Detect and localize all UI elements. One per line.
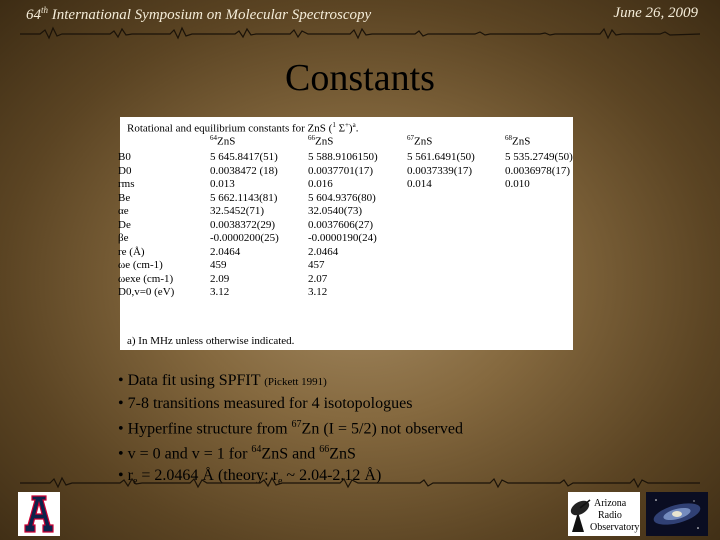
table-cell: 0.0037606(27) — [308, 218, 374, 231]
table-cell: 5 535.2749(50) — [505, 151, 573, 163]
column-67zns — [407, 151, 475, 192]
table-cell: 3.12 — [210, 286, 230, 298]
conference-name: International Symposium on Molecular Spectroscopy — [48, 7, 372, 23]
slide-title: Constants — [285, 57, 435, 99]
presentation-date: June 26, 2009 — [613, 5, 698, 21]
bullet-item: • 7-8 transitions measured for 4 isotopologues — [118, 395, 413, 412]
row-label: D0,v=0 (eV) — [118, 286, 175, 298]
row-label: ωe (cm-1) — [118, 259, 163, 271]
table-cell: 32.5452(71) — [210, 205, 265, 217]
constants-table — [120, 117, 573, 350]
table-cell: 32.0540(73) — [308, 205, 363, 217]
row-label: Be — [118, 191, 131, 204]
bullet-item: • Hyperfine structure from $^{67}$Zn (I = 5/2) not observed — [118, 419, 463, 438]
header-64zns: $^{64}$ZnS — [210, 134, 236, 148]
table-cell: 5 662.1143(81) — [210, 191, 278, 204]
table-cell: 0.014 — [407, 178, 432, 190]
row-label: ωexe (cm-1) — [118, 272, 174, 285]
svg-text:Radio: Radio — [598, 510, 622, 521]
column-68zns — [505, 151, 573, 192]
table-cell: 2.09 — [210, 272, 230, 285]
table-cell: 0.013 — [210, 178, 235, 190]
galaxy-image-icon — [646, 492, 708, 536]
table-cell: 3.12 — [308, 286, 328, 298]
conference-title — [26, 5, 371, 24]
table-cell: 459 — [210, 259, 227, 271]
decorative-wave-top — [20, 24, 700, 42]
table-cell: 0.016 — [308, 178, 333, 190]
row-label: D0 — [118, 164, 132, 177]
decorative-wave-bottom — [20, 474, 700, 492]
table-cell: 2.07 — [308, 272, 328, 285]
table-cell: 2.0464 — [210, 245, 241, 258]
conference-number: 64 — [26, 7, 41, 23]
table-cell: -0.0000200(25) — [210, 232, 279, 244]
table-cell: -0.0000190(24) — [308, 232, 377, 244]
table-cell: 0.0037339(17) — [407, 164, 473, 177]
table-cell: 5 588.9106150) — [308, 151, 378, 163]
row-label: βe — [118, 232, 129, 244]
table-cell: 2.0464 — [308, 245, 339, 258]
table-cell: 0.0036978(17) — [505, 164, 571, 177]
row-label: rms — [118, 178, 135, 190]
table-cell: 0.0038372(29) — [210, 218, 276, 231]
bullet-item: • v = 0 and v = 1 for $^{64}$ZnS and $^{66}$ZnS — [118, 444, 356, 463]
arizona-radio-observatory-logo — [568, 492, 640, 536]
row-labels — [118, 151, 174, 300]
row-label: B0 — [118, 151, 131, 163]
column-66zns — [308, 151, 378, 300]
table-cell: 457 — [308, 259, 325, 271]
table-cell: 5 604.9376(80) — [308, 191, 376, 204]
svg-text:Arizona: Arizona — [594, 498, 627, 509]
row-label: re (Å) — [118, 245, 145, 258]
header-67zns: $^{67}$ZnS — [407, 134, 433, 148]
bullet-item: • Data fit using SPFIT (Pickett 1991) — [118, 372, 327, 389]
row-label: De — [118, 218, 131, 231]
table-cell: 0.0037701(17) — [308, 164, 374, 177]
header-68zns: $^{68}$ZnS — [505, 134, 531, 148]
header-66zns: $^{66}$ZnS — [308, 134, 334, 148]
table-cell: 5 645.8417(51) — [210, 151, 278, 163]
table-footnote: a) In MHz unless otherwise indicated. — [127, 335, 295, 347]
table-caption: Rotational and equilibrium constants for ZnS ($^1$ Σ+)$^a$. — [127, 121, 359, 135]
svg-text:Observatory: Observatory — [590, 522, 640, 533]
column-64zns — [210, 151, 279, 300]
table-cell: 0.0038472 (18) — [210, 164, 278, 177]
row-label: αe — [118, 205, 129, 217]
table-cell: 5 561.6491(50) — [407, 151, 475, 163]
bullet-item: • $r_e = 2.0464$ Å (theory: $r_e$ ~ 2.04-2.12 Å) — [118, 466, 382, 487]
conference-ordinal: th — [41, 5, 49, 15]
table-cell: 0.010 — [505, 178, 530, 190]
university-of-arizona-logo — [18, 492, 60, 536]
